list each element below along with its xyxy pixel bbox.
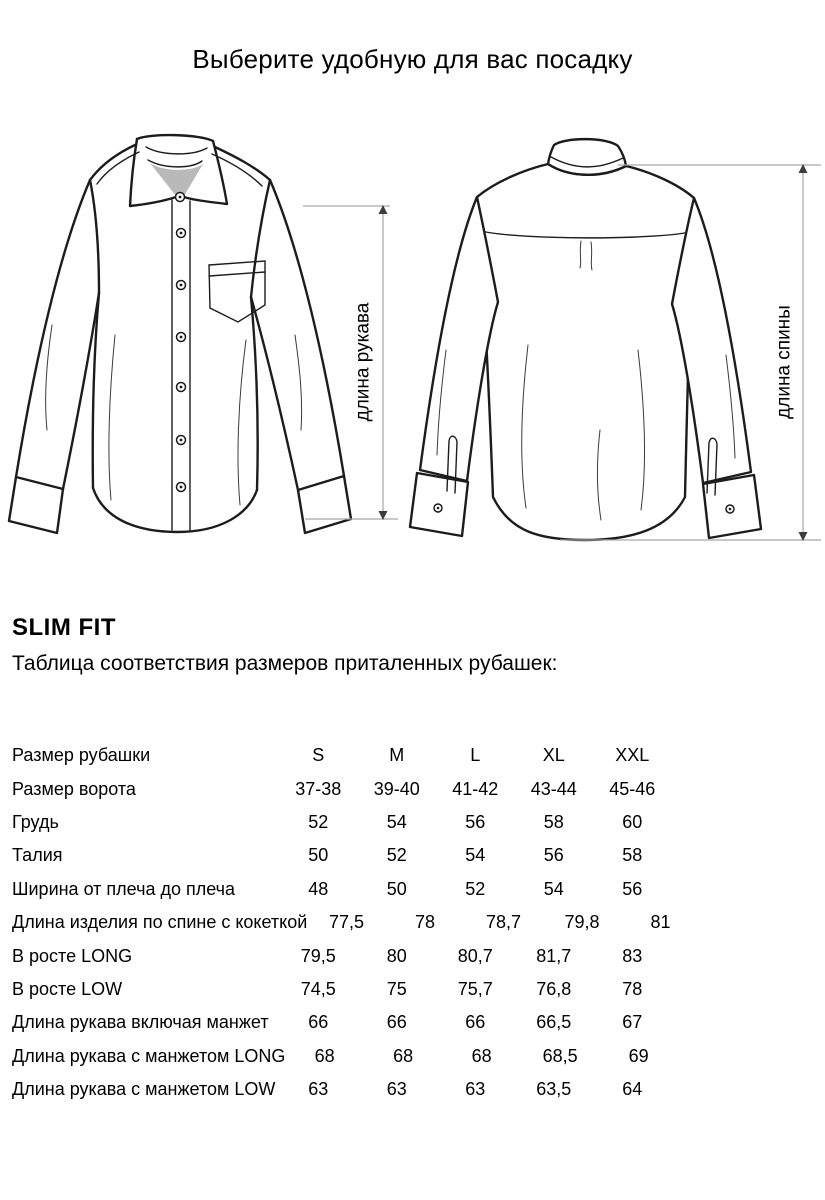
size-cell: 75 <box>386 978 407 999</box>
size-cell: 66 <box>465 1012 486 1033</box>
size-cell: L <box>470 745 481 766</box>
back-collar <box>548 139 626 175</box>
size-table <box>0 739 825 1106</box>
row-label: Длина рукава с манжетом LONG <box>12 1045 286 1066</box>
size-cell: 78 <box>622 978 643 999</box>
table-row <box>0 1006 825 1039</box>
size-cell: 63,5 <box>536 1079 572 1100</box>
size-cell: 48 <box>308 878 329 899</box>
size-cell: 63 <box>465 1079 486 1100</box>
size-cell: 45-46 <box>609 778 656 799</box>
row-label: Длина рукава включая манжет <box>12 1012 269 1033</box>
size-cell: 81 <box>650 912 671 933</box>
row-label: Длина рукава с манжетом LOW <box>12 1079 276 1100</box>
size-cell: 56 <box>465 811 486 832</box>
size-cell: 39-40 <box>373 778 420 799</box>
front-right-cuff <box>298 476 351 533</box>
table-subtitle: Таблица соответствия размеров приталенных рубашек: <box>12 652 558 675</box>
sleeve-length-measure <box>303 205 398 520</box>
size-cell: 56 <box>543 845 564 866</box>
size-cell: 66 <box>308 1012 329 1033</box>
table-row <box>0 873 825 906</box>
size-cell: 79,8 <box>564 912 600 933</box>
front-buttons <box>176 193 186 492</box>
size-cell: 54 <box>465 845 486 866</box>
size-cell: 50 <box>308 845 329 866</box>
fit-heading: SLIM FIT <box>12 614 116 641</box>
size-cell: 63 <box>386 1079 407 1100</box>
shirt-fit-diagram <box>0 100 825 570</box>
size-cell: 66 <box>386 1012 407 1033</box>
size-cell: 66,5 <box>536 1012 572 1033</box>
size-cell: 78,7 <box>486 912 522 933</box>
row-label: Грудь <box>12 811 59 832</box>
table-row <box>0 772 825 805</box>
size-cell: 67 <box>622 1012 643 1033</box>
row-label: Размер ворота <box>12 778 136 799</box>
row-label: В росте LOW <box>12 978 123 999</box>
table-row <box>0 839 825 872</box>
table-header-row <box>0 739 825 772</box>
sleeve-length-label: длина рукава <box>352 302 374 422</box>
size-cell: 80,7 <box>457 945 493 966</box>
size-cell: 63 <box>308 1079 329 1100</box>
table-row <box>0 806 825 839</box>
table-row <box>0 973 825 1006</box>
row-label: Размер рубашки <box>12 745 151 766</box>
table-row <box>0 906 825 939</box>
size-cell: 41-42 <box>452 778 499 799</box>
size-cell: XXL <box>615 745 650 766</box>
size-cell: 68 <box>393 1045 414 1066</box>
size-cell: 68 <box>471 1045 492 1066</box>
table-row <box>0 1040 825 1073</box>
shirt-front-drawing <box>9 135 351 533</box>
size-cell: 52 <box>465 878 486 899</box>
front-left-cuff <box>9 477 63 533</box>
size-cell: 68 <box>314 1045 335 1066</box>
row-label: Длина изделия по спине с кокеткой <box>12 912 308 933</box>
table-row <box>0 939 825 972</box>
size-cell: 80 <box>386 945 407 966</box>
size-cell: 50 <box>386 878 407 899</box>
table-row <box>0 1073 825 1106</box>
size-cell: S <box>312 745 325 766</box>
size-cell: 74,5 <box>300 978 336 999</box>
size-cell: 54 <box>543 878 564 899</box>
size-cell: 83 <box>622 945 643 966</box>
size-cell: 56 <box>622 878 643 899</box>
back-length-label: длина спины <box>773 305 795 419</box>
size-cell: 69 <box>628 1045 649 1066</box>
size-cell: 58 <box>543 811 564 832</box>
size-cell: M <box>389 745 405 766</box>
size-cell: 79,5 <box>300 945 336 966</box>
size-cell: 37-38 <box>295 778 342 799</box>
size-cell: 64 <box>622 1079 643 1100</box>
size-cell: 75,7 <box>457 978 493 999</box>
shirt-back-drawing <box>410 139 761 540</box>
row-label: В росте LONG <box>12 945 133 966</box>
size-cell: 81,7 <box>536 945 572 966</box>
page-title: Выберите удобную для вас посадку <box>192 44 633 74</box>
row-label: Ширина от плеча до плеча <box>12 878 236 899</box>
size-cell: 54 <box>386 811 407 832</box>
size-cell: XL <box>542 745 565 766</box>
size-cell: 60 <box>622 811 643 832</box>
size-cell: 77,5 <box>329 912 365 933</box>
row-label: Талия <box>12 845 63 866</box>
size-cell: 52 <box>386 845 407 866</box>
size-cell: 43-44 <box>530 778 577 799</box>
size-cell: 78 <box>415 912 436 933</box>
size-cell: 58 <box>622 845 643 866</box>
size-cell: 52 <box>308 811 329 832</box>
size-cell: 76,8 <box>536 978 572 999</box>
size-cell: 68,5 <box>542 1045 578 1066</box>
